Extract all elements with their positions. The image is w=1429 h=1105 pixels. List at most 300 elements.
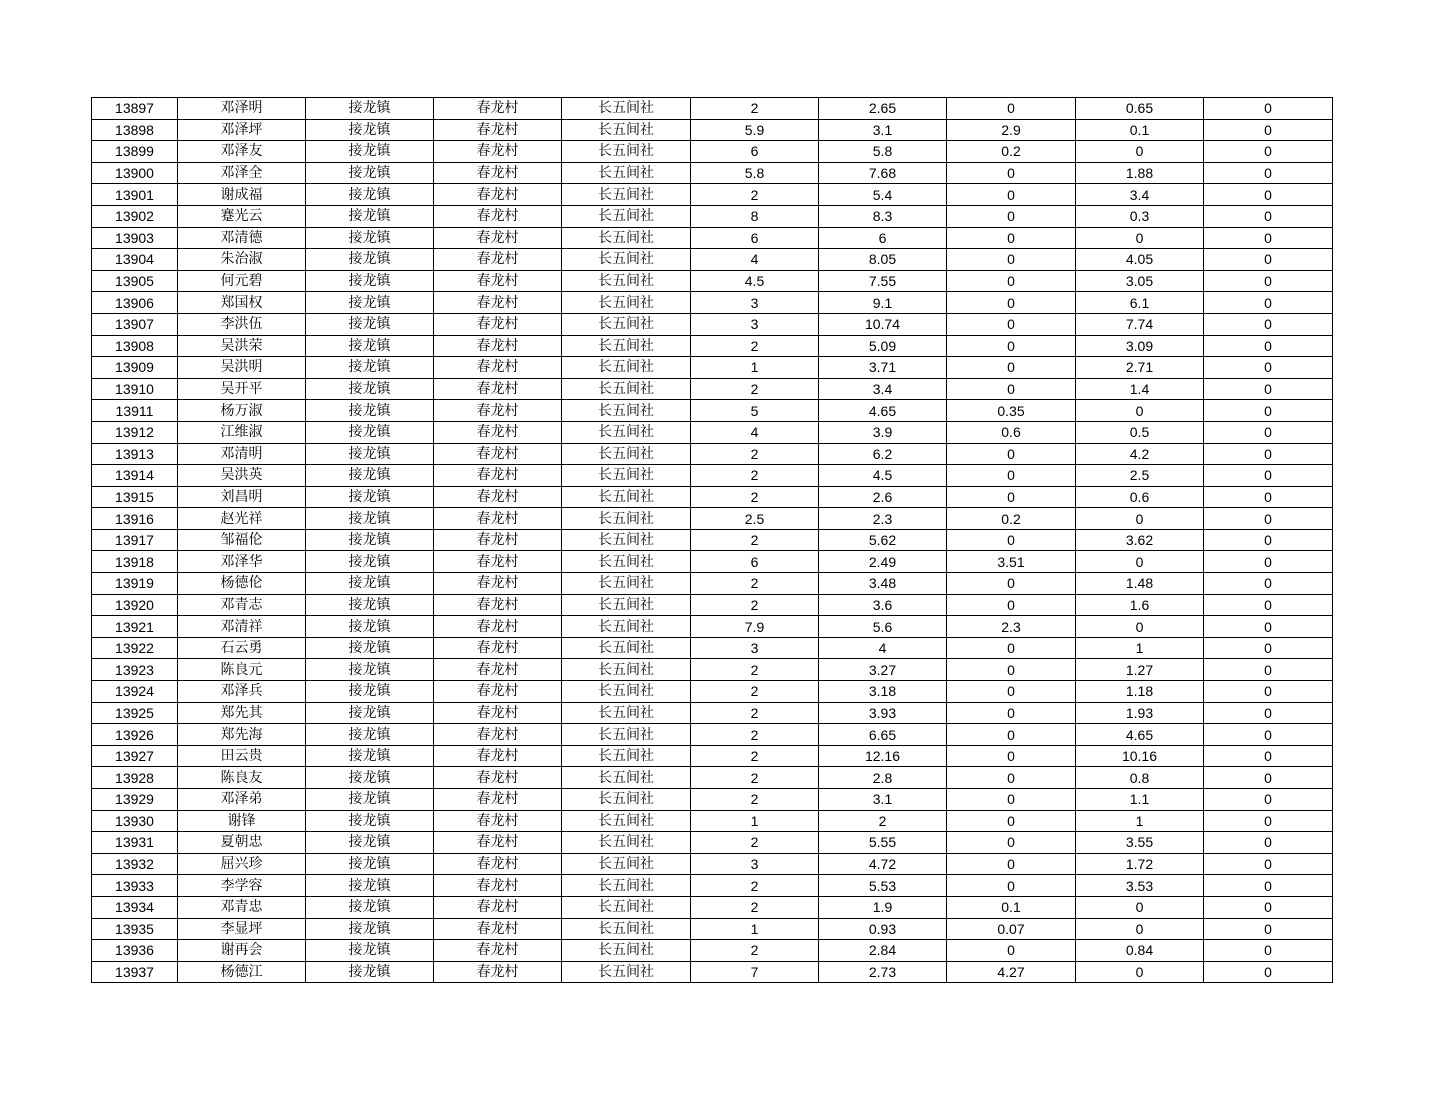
village-cell: 春龙村 bbox=[434, 292, 562, 314]
village-cell: 春龙村 bbox=[434, 789, 562, 811]
id-cell: 13925 bbox=[92, 702, 178, 724]
name-cell: 邓泽兵 bbox=[178, 681, 306, 703]
value-a-cell: 2 bbox=[691, 724, 819, 746]
id-cell: 13932 bbox=[92, 853, 178, 875]
table-row bbox=[92, 961, 1333, 983]
value-d-cell: 0 bbox=[1076, 141, 1204, 163]
value-d-cell: 1 bbox=[1076, 810, 1204, 832]
value-d-cell: 3.62 bbox=[1076, 529, 1204, 551]
name-cell: 李学容 bbox=[178, 875, 306, 897]
value-a-cell: 2 bbox=[691, 681, 819, 703]
value-a-cell: 3 bbox=[691, 853, 819, 875]
group-cell: 长五间社 bbox=[562, 119, 691, 141]
group-cell: 长五间社 bbox=[562, 918, 691, 940]
town-cell: 接龙镇 bbox=[306, 702, 434, 724]
name-cell: 郑先海 bbox=[178, 724, 306, 746]
group-cell: 长五间社 bbox=[562, 141, 691, 163]
name-cell: 谢锋 bbox=[178, 810, 306, 832]
id-cell: 13930 bbox=[92, 810, 178, 832]
value-c-cell: 0 bbox=[947, 767, 1076, 789]
value-e-cell: 0 bbox=[1204, 465, 1333, 487]
group-cell: 长五间社 bbox=[562, 702, 691, 724]
group-cell: 长五间社 bbox=[562, 529, 691, 551]
town-cell: 接龙镇 bbox=[306, 810, 434, 832]
value-d-cell: 0 bbox=[1076, 616, 1204, 638]
value-a-cell: 5.9 bbox=[691, 119, 819, 141]
table-row bbox=[92, 573, 1333, 595]
value-e-cell: 0 bbox=[1204, 767, 1333, 789]
value-e-cell: 0 bbox=[1204, 832, 1333, 854]
group-cell: 长五间社 bbox=[562, 335, 691, 357]
table-row bbox=[92, 616, 1333, 638]
group-cell: 长五间社 bbox=[562, 421, 691, 443]
value-e-cell: 0 bbox=[1204, 205, 1333, 227]
name-cell: 邓清祥 bbox=[178, 616, 306, 638]
town-cell: 接龙镇 bbox=[306, 508, 434, 530]
value-c-cell: 0.35 bbox=[947, 400, 1076, 422]
group-cell: 长五间社 bbox=[562, 292, 691, 314]
id-cell: 13923 bbox=[92, 659, 178, 681]
value-e-cell: 0 bbox=[1204, 702, 1333, 724]
id-cell: 13921 bbox=[92, 616, 178, 638]
value-c-cell: 0 bbox=[947, 573, 1076, 595]
id-cell: 13920 bbox=[92, 594, 178, 616]
table-row bbox=[92, 940, 1333, 962]
table-row bbox=[92, 659, 1333, 681]
name-cell: 蹇光云 bbox=[178, 205, 306, 227]
village-cell: 春龙村 bbox=[434, 745, 562, 767]
value-c-cell: 0 bbox=[947, 810, 1076, 832]
value-b-cell: 2 bbox=[819, 810, 947, 832]
village-cell: 春龙村 bbox=[434, 465, 562, 487]
table-row bbox=[92, 141, 1333, 163]
value-d-cell: 3.4 bbox=[1076, 184, 1204, 206]
table-row bbox=[92, 205, 1333, 227]
village-cell: 春龙村 bbox=[434, 940, 562, 962]
value-c-cell: 0.6 bbox=[947, 421, 1076, 443]
value-e-cell: 0 bbox=[1204, 443, 1333, 465]
value-b-cell: 4.5 bbox=[819, 465, 947, 487]
value-d-cell: 0.8 bbox=[1076, 767, 1204, 789]
value-d-cell: 0 bbox=[1076, 400, 1204, 422]
town-cell: 接龙镇 bbox=[306, 918, 434, 940]
value-a-cell: 2 bbox=[691, 896, 819, 918]
town-cell: 接龙镇 bbox=[306, 551, 434, 573]
table-row bbox=[92, 357, 1333, 379]
town-cell: 接龙镇 bbox=[306, 141, 434, 163]
name-cell: 邓青忠 bbox=[178, 896, 306, 918]
town-cell: 接龙镇 bbox=[306, 378, 434, 400]
value-d-cell: 4.05 bbox=[1076, 249, 1204, 271]
name-cell: 吴洪英 bbox=[178, 465, 306, 487]
value-a-cell: 2 bbox=[691, 789, 819, 811]
name-cell: 谢成福 bbox=[178, 184, 306, 206]
value-a-cell: 2 bbox=[691, 745, 819, 767]
value-e-cell: 0 bbox=[1204, 940, 1333, 962]
name-cell: 邹福伦 bbox=[178, 529, 306, 551]
town-cell: 接龙镇 bbox=[306, 745, 434, 767]
value-b-cell: 9.1 bbox=[819, 292, 947, 314]
table-row bbox=[92, 529, 1333, 551]
id-cell: 13915 bbox=[92, 486, 178, 508]
value-b-cell: 3.18 bbox=[819, 681, 947, 703]
group-cell: 长五间社 bbox=[562, 832, 691, 854]
table-row bbox=[92, 767, 1333, 789]
value-e-cell: 0 bbox=[1204, 724, 1333, 746]
name-cell: 夏朝忠 bbox=[178, 832, 306, 854]
village-cell: 春龙村 bbox=[434, 508, 562, 530]
value-d-cell: 1.27 bbox=[1076, 659, 1204, 681]
village-cell: 春龙村 bbox=[434, 421, 562, 443]
name-cell: 杨万淑 bbox=[178, 400, 306, 422]
value-d-cell: 0.6 bbox=[1076, 486, 1204, 508]
value-d-cell: 4.2 bbox=[1076, 443, 1204, 465]
id-cell: 13905 bbox=[92, 270, 178, 292]
value-c-cell: 0 bbox=[947, 292, 1076, 314]
name-cell: 江维淑 bbox=[178, 421, 306, 443]
value-a-cell: 2.5 bbox=[691, 508, 819, 530]
value-b-cell: 6.2 bbox=[819, 443, 947, 465]
table-row bbox=[92, 637, 1333, 659]
value-a-cell: 6 bbox=[691, 551, 819, 573]
value-d-cell: 6.1 bbox=[1076, 292, 1204, 314]
id-cell: 13913 bbox=[92, 443, 178, 465]
group-cell: 长五间社 bbox=[562, 767, 691, 789]
group-cell: 长五间社 bbox=[562, 508, 691, 530]
id-cell: 13937 bbox=[92, 961, 178, 983]
name-cell: 刘昌明 bbox=[178, 486, 306, 508]
value-b-cell: 10.74 bbox=[819, 313, 947, 335]
table-row bbox=[92, 594, 1333, 616]
value-a-cell: 2 bbox=[691, 875, 819, 897]
value-b-cell: 3.6 bbox=[819, 594, 947, 616]
id-cell: 13928 bbox=[92, 767, 178, 789]
value-b-cell: 6.65 bbox=[819, 724, 947, 746]
value-a-cell: 2 bbox=[691, 378, 819, 400]
village-cell: 春龙村 bbox=[434, 681, 562, 703]
value-c-cell: 3.51 bbox=[947, 551, 1076, 573]
value-b-cell: 1.9 bbox=[819, 896, 947, 918]
id-cell: 13926 bbox=[92, 724, 178, 746]
table-row bbox=[92, 313, 1333, 335]
value-b-cell: 12.16 bbox=[819, 745, 947, 767]
value-b-cell: 3.1 bbox=[819, 119, 947, 141]
town-cell: 接龙镇 bbox=[306, 659, 434, 681]
village-cell: 春龙村 bbox=[434, 918, 562, 940]
name-cell: 田云贵 bbox=[178, 745, 306, 767]
value-c-cell: 0 bbox=[947, 205, 1076, 227]
data-table bbox=[91, 97, 1333, 983]
value-a-cell: 2 bbox=[691, 659, 819, 681]
name-cell: 赵光祥 bbox=[178, 508, 306, 530]
village-cell: 春龙村 bbox=[434, 573, 562, 595]
name-cell: 陈良友 bbox=[178, 767, 306, 789]
value-b-cell: 3.9 bbox=[819, 421, 947, 443]
town-cell: 接龙镇 bbox=[306, 443, 434, 465]
table-row bbox=[92, 551, 1333, 573]
value-a-cell: 5 bbox=[691, 400, 819, 422]
value-a-cell: 4 bbox=[691, 249, 819, 271]
value-a-cell: 3 bbox=[691, 313, 819, 335]
town-cell: 接龙镇 bbox=[306, 335, 434, 357]
town-cell: 接龙镇 bbox=[306, 940, 434, 962]
value-a-cell: 3 bbox=[691, 637, 819, 659]
village-cell: 春龙村 bbox=[434, 205, 562, 227]
town-cell: 接龙镇 bbox=[306, 853, 434, 875]
value-c-cell: 0 bbox=[947, 681, 1076, 703]
name-cell: 吴开平 bbox=[178, 378, 306, 400]
village-cell: 春龙村 bbox=[434, 227, 562, 249]
value-c-cell: 0 bbox=[947, 724, 1076, 746]
town-cell: 接龙镇 bbox=[306, 616, 434, 638]
value-b-cell: 8.05 bbox=[819, 249, 947, 271]
value-c-cell: 0 bbox=[947, 789, 1076, 811]
value-d-cell: 10.16 bbox=[1076, 745, 1204, 767]
value-d-cell: 0 bbox=[1076, 227, 1204, 249]
table-row bbox=[92, 378, 1333, 400]
value-c-cell: 0 bbox=[947, 184, 1076, 206]
value-b-cell: 2.73 bbox=[819, 961, 947, 983]
village-cell: 春龙村 bbox=[434, 832, 562, 854]
value-a-cell: 1 bbox=[691, 810, 819, 832]
value-a-cell: 2 bbox=[691, 184, 819, 206]
value-c-cell: 0 bbox=[947, 465, 1076, 487]
name-cell: 李洪伍 bbox=[178, 313, 306, 335]
group-cell: 长五间社 bbox=[562, 486, 691, 508]
town-cell: 接龙镇 bbox=[306, 98, 434, 120]
value-d-cell: 0.65 bbox=[1076, 98, 1204, 120]
value-c-cell: 0 bbox=[947, 270, 1076, 292]
value-c-cell: 0 bbox=[947, 853, 1076, 875]
value-b-cell: 5.4 bbox=[819, 184, 947, 206]
town-cell: 接龙镇 bbox=[306, 205, 434, 227]
name-cell: 杨德伦 bbox=[178, 573, 306, 595]
value-d-cell: 1.72 bbox=[1076, 853, 1204, 875]
name-cell: 吴洪明 bbox=[178, 357, 306, 379]
group-cell: 长五间社 bbox=[562, 184, 691, 206]
value-e-cell: 0 bbox=[1204, 508, 1333, 530]
value-d-cell: 1.6 bbox=[1076, 594, 1204, 616]
name-cell: 石云勇 bbox=[178, 637, 306, 659]
value-e-cell: 0 bbox=[1204, 875, 1333, 897]
value-e-cell: 0 bbox=[1204, 249, 1333, 271]
value-b-cell: 4.72 bbox=[819, 853, 947, 875]
value-c-cell: 0 bbox=[947, 486, 1076, 508]
id-cell: 13927 bbox=[92, 745, 178, 767]
id-cell: 13931 bbox=[92, 832, 178, 854]
value-c-cell: 0 bbox=[947, 659, 1076, 681]
village-cell: 春龙村 bbox=[434, 659, 562, 681]
value-d-cell: 0.84 bbox=[1076, 940, 1204, 962]
value-b-cell: 5.55 bbox=[819, 832, 947, 854]
value-d-cell: 0 bbox=[1076, 551, 1204, 573]
village-cell: 春龙村 bbox=[434, 141, 562, 163]
id-cell: 13907 bbox=[92, 313, 178, 335]
village-cell: 春龙村 bbox=[434, 810, 562, 832]
village-cell: 春龙村 bbox=[434, 529, 562, 551]
value-a-cell: 2 bbox=[691, 573, 819, 595]
value-e-cell: 0 bbox=[1204, 227, 1333, 249]
id-cell: 13933 bbox=[92, 875, 178, 897]
value-e-cell: 0 bbox=[1204, 421, 1333, 443]
id-cell: 13897 bbox=[92, 98, 178, 120]
value-a-cell: 7 bbox=[691, 961, 819, 983]
village-cell: 春龙村 bbox=[434, 853, 562, 875]
value-a-cell: 2 bbox=[691, 443, 819, 465]
id-cell: 13918 bbox=[92, 551, 178, 573]
name-cell: 郑先其 bbox=[178, 702, 306, 724]
town-cell: 接龙镇 bbox=[306, 292, 434, 314]
name-cell: 邓泽华 bbox=[178, 551, 306, 573]
group-cell: 长五间社 bbox=[562, 573, 691, 595]
town-cell: 接龙镇 bbox=[306, 961, 434, 983]
value-e-cell: 0 bbox=[1204, 141, 1333, 163]
value-a-cell: 2 bbox=[691, 486, 819, 508]
value-c-cell: 0 bbox=[947, 313, 1076, 335]
value-e-cell: 0 bbox=[1204, 745, 1333, 767]
value-b-cell: 8.3 bbox=[819, 205, 947, 227]
id-cell: 13911 bbox=[92, 400, 178, 422]
table-row bbox=[92, 465, 1333, 487]
value-c-cell: 0.07 bbox=[947, 918, 1076, 940]
value-a-cell: 8 bbox=[691, 205, 819, 227]
group-cell: 长五间社 bbox=[562, 637, 691, 659]
table-row bbox=[92, 270, 1333, 292]
value-d-cell: 3.09 bbox=[1076, 335, 1204, 357]
value-b-cell: 3.27 bbox=[819, 659, 947, 681]
id-cell: 13900 bbox=[92, 162, 178, 184]
town-cell: 接龙镇 bbox=[306, 789, 434, 811]
value-e-cell: 0 bbox=[1204, 184, 1333, 206]
group-cell: 长五间社 bbox=[562, 205, 691, 227]
value-b-cell: 3.1 bbox=[819, 789, 947, 811]
value-e-cell: 0 bbox=[1204, 594, 1333, 616]
table-row bbox=[92, 896, 1333, 918]
group-cell: 长五间社 bbox=[562, 940, 691, 962]
value-c-cell: 0 bbox=[947, 335, 1076, 357]
value-a-cell: 5.8 bbox=[691, 162, 819, 184]
group-cell: 长五间社 bbox=[562, 724, 691, 746]
id-cell: 13924 bbox=[92, 681, 178, 703]
value-a-cell: 2 bbox=[691, 529, 819, 551]
id-cell: 13919 bbox=[92, 573, 178, 595]
value-e-cell: 0 bbox=[1204, 335, 1333, 357]
value-d-cell: 7.74 bbox=[1076, 313, 1204, 335]
name-cell: 邓泽弟 bbox=[178, 789, 306, 811]
table-row bbox=[92, 875, 1333, 897]
village-cell: 春龙村 bbox=[434, 702, 562, 724]
value-e-cell: 0 bbox=[1204, 400, 1333, 422]
value-e-cell: 0 bbox=[1204, 918, 1333, 940]
table-row bbox=[92, 853, 1333, 875]
town-cell: 接龙镇 bbox=[306, 313, 434, 335]
village-cell: 春龙村 bbox=[434, 119, 562, 141]
table-row bbox=[92, 702, 1333, 724]
value-b-cell: 0.93 bbox=[819, 918, 947, 940]
value-d-cell: 0 bbox=[1076, 918, 1204, 940]
name-cell: 杨德江 bbox=[178, 961, 306, 983]
value-e-cell: 0 bbox=[1204, 681, 1333, 703]
value-a-cell: 2 bbox=[691, 98, 819, 120]
name-cell: 郑国权 bbox=[178, 292, 306, 314]
id-cell: 13922 bbox=[92, 637, 178, 659]
value-c-cell: 0 bbox=[947, 637, 1076, 659]
table-row bbox=[92, 810, 1333, 832]
name-cell: 邓泽友 bbox=[178, 141, 306, 163]
table-row bbox=[92, 184, 1333, 206]
town-cell: 接龙镇 bbox=[306, 896, 434, 918]
town-cell: 接龙镇 bbox=[306, 162, 434, 184]
value-a-cell: 2 bbox=[691, 767, 819, 789]
value-b-cell: 4.65 bbox=[819, 400, 947, 422]
value-e-cell: 0 bbox=[1204, 119, 1333, 141]
group-cell: 长五间社 bbox=[562, 594, 691, 616]
value-c-cell: 0 bbox=[947, 940, 1076, 962]
village-cell: 春龙村 bbox=[434, 357, 562, 379]
value-d-cell: 1.18 bbox=[1076, 681, 1204, 703]
town-cell: 接龙镇 bbox=[306, 832, 434, 854]
name-cell: 邓清德 bbox=[178, 227, 306, 249]
name-cell: 邓泽全 bbox=[178, 162, 306, 184]
village-cell: 春龙村 bbox=[434, 875, 562, 897]
value-e-cell: 0 bbox=[1204, 313, 1333, 335]
town-cell: 接龙镇 bbox=[306, 573, 434, 595]
value-b-cell: 5.6 bbox=[819, 616, 947, 638]
table-row bbox=[92, 119, 1333, 141]
value-a-cell: 2 bbox=[691, 594, 819, 616]
group-cell: 长五间社 bbox=[562, 313, 691, 335]
table-row bbox=[92, 98, 1333, 120]
value-b-cell: 2.49 bbox=[819, 551, 947, 573]
id-cell: 13902 bbox=[92, 205, 178, 227]
value-c-cell: 2.9 bbox=[947, 119, 1076, 141]
value-c-cell: 0 bbox=[947, 529, 1076, 551]
group-cell: 长五间社 bbox=[562, 551, 691, 573]
value-e-cell: 0 bbox=[1204, 896, 1333, 918]
id-cell: 13914 bbox=[92, 465, 178, 487]
value-b-cell: 7.68 bbox=[819, 162, 947, 184]
id-cell: 13917 bbox=[92, 529, 178, 551]
name-cell: 何元碧 bbox=[178, 270, 306, 292]
village-cell: 春龙村 bbox=[434, 270, 562, 292]
table-row bbox=[92, 227, 1333, 249]
town-cell: 接龙镇 bbox=[306, 529, 434, 551]
value-e-cell: 0 bbox=[1204, 961, 1333, 983]
value-d-cell: 3.53 bbox=[1076, 875, 1204, 897]
value-d-cell: 0 bbox=[1076, 508, 1204, 530]
value-e-cell: 0 bbox=[1204, 853, 1333, 875]
village-cell: 春龙村 bbox=[434, 551, 562, 573]
value-b-cell: 6 bbox=[819, 227, 947, 249]
value-d-cell: 0 bbox=[1076, 896, 1204, 918]
value-a-cell: 3 bbox=[691, 292, 819, 314]
value-a-cell: 7.9 bbox=[691, 616, 819, 638]
value-e-cell: 0 bbox=[1204, 529, 1333, 551]
value-e-cell: 0 bbox=[1204, 162, 1333, 184]
table-row bbox=[92, 508, 1333, 530]
value-c-cell: 0 bbox=[947, 875, 1076, 897]
id-cell: 13935 bbox=[92, 918, 178, 940]
id-cell: 13916 bbox=[92, 508, 178, 530]
name-cell: 屈兴珍 bbox=[178, 853, 306, 875]
value-c-cell: 0 bbox=[947, 357, 1076, 379]
value-a-cell: 2 bbox=[691, 940, 819, 962]
village-cell: 春龙村 bbox=[434, 378, 562, 400]
table-row bbox=[92, 832, 1333, 854]
group-cell: 长五间社 bbox=[562, 443, 691, 465]
group-cell: 长五间社 bbox=[562, 789, 691, 811]
value-b-cell: 2.8 bbox=[819, 767, 947, 789]
